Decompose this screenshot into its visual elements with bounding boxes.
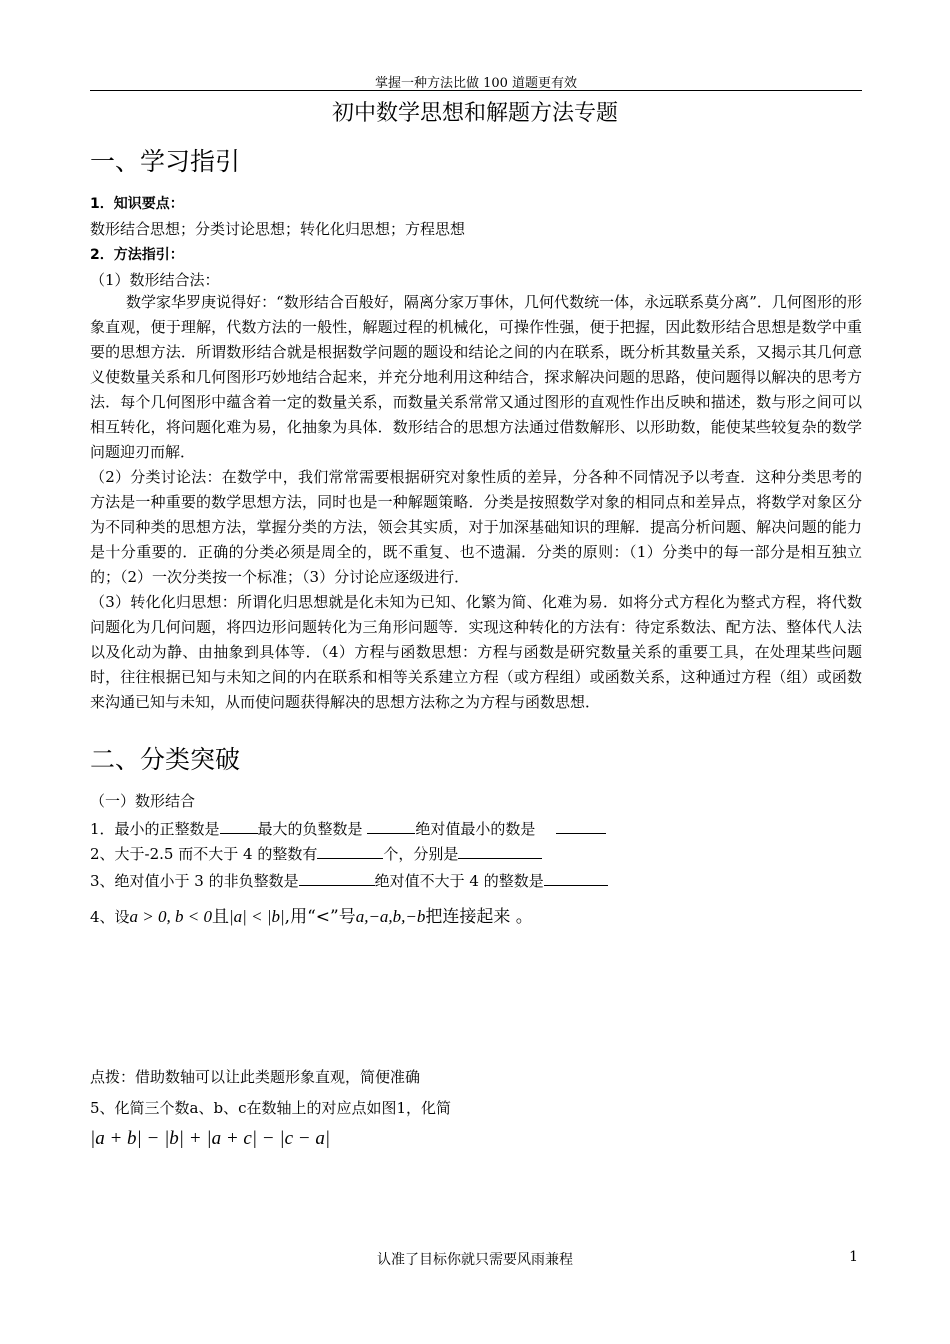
answer-blank: [544, 870, 608, 886]
question-1: [90, 818, 862, 839]
q5-expression: |a + b| − |b| + |a + c| − |c − a|: [90, 1128, 331, 1149]
page-header: 掌握一种方法比做 100 道题更有效: [90, 72, 862, 91]
q3-text-b: 绝对值不大于 4 的整数是: [374, 872, 544, 890]
q4-use: ,用“<”号: [284, 907, 356, 927]
answer-blank: [367, 818, 415, 834]
q4-math-condition: a > 0, b < 0: [129, 907, 212, 926]
q1-text-b: 最大的负整数是: [257, 820, 368, 838]
hint-text: 点拨：借助数轴可以让此类题形象直观，简便准确: [90, 1068, 421, 1086]
method-1-label: （1）数形结合法：: [90, 271, 220, 289]
question-5: 5、化简三个数a、b、c在数轴上的对应点如图1，化简: [90, 1099, 452, 1117]
q3-text-a: 3、绝对值小于 3 的非负整数是: [90, 872, 299, 890]
q2-text-b: 个，分别是: [383, 845, 459, 863]
knowledge-label: 1．知识要点：: [90, 196, 184, 212]
document-title: 初中数学思想和解题方法专题: [331, 101, 618, 126]
section-heading-breakthrough: 二、分类突破: [90, 745, 241, 774]
method-3-paragraph: （3）转化化归思想：所谓化归思想就是化未知为已知、化繁为简、化难为易．如将分式方程化为整式方程，将代数问题化为几何问题，将四边形问题转化为三角形问题等．实现这种转化的方法有：待定系数法、配方法、整体代人法以及化动为静、由抽象到具体等．（4）方程与函数思想：方程与函数是研究数量关系的重要工具，在处理某些问题时，往往根据已知与未知之间的内在联系和相等关系建立方程（或方程组）或函数关系，这种通过方程（组）或函数来沟通已知与未知，从而使问题获得解决的思想方法称之为方程与函数思想．: [90, 593, 862, 711]
question-4: [90, 902, 862, 927]
q1-text-c: 绝对值最小的数是: [415, 820, 541, 838]
answer-blank: [299, 870, 375, 886]
method-1-paragraph: 数学家华罗庚说得好：“数形结合百般好，隔离分家万事休，几何代数统一体，永远联系莫分离”．几何图形的形象直观，便于理解，代数方法的一般性，解题过程的机械化，可操作性强，便于把握，因此数形结合思想是数学中重要的思想方法．所谓数形结合就是根据数学问题的题设和结论之间的内在联系，既分析其数量关系，又揭示其几何意义使数量关系和几何图形巧妙地结合起来，并充分地利用这种结合，探求解决问题的思路，使问题得以解决的思考方法．每个几何图形中蕴含着一定的数量关系，而数量关系常常又通过图形的直观性作出反映和描述，数与形之间可以相互转化，将问题化难为易，化抽象为具体．数形结合的思想方法通过借数解形、以形助数，能使某些较复杂的数学问题迎刃而解．: [90, 293, 862, 461]
q4-prefix: 4、设: [90, 908, 130, 926]
question-2: [90, 843, 862, 864]
q4-math-abs: |a| < |b|: [229, 907, 285, 926]
knowledge-text: 数形结合思想；分类讨论思想；转化化归思想；方程思想: [90, 220, 466, 238]
subsection-title: （一）数形结合: [90, 792, 196, 810]
section-heading-guide: 一、学习指引: [90, 147, 241, 176]
answer-blank: [556, 818, 606, 834]
q1-text-a: 1．最小的正整数是: [90, 820, 220, 838]
q4-and: 且: [212, 907, 229, 927]
method-label: 2．方法指引：: [90, 247, 184, 263]
page-footer: 认准了目标你就只需要风雨兼程: [377, 1252, 573, 1268]
answer-blank: [220, 818, 258, 834]
q2-text-a: 2、大于-2.5 而不大于 4 的整数有: [90, 845, 318, 863]
answer-blank: [458, 843, 542, 859]
method-2-paragraph: （2）分类讨论法：在数学中，我们常常需要根据研究对象性质的差异，分各种不同情况予以考查．这种分类思考的方法是一种重要的数学思想方法，同时也是一种解题策略．分类是按照数学对象的相同点和差异点，将数学对象区分为不同种类的思想方法，掌握分类的方法，领会其实质，对于加深基础知识的理解．提高分析问题、解决问题的能力是十分重要的．正确的分类必须是周全的，既不重复、也不遗漏．分类的原则：（1）分类中的每一部分是相互独立的；（2）一次分类按一个标准；（3）分讨论应逐级进行．: [90, 468, 862, 586]
q4-math-list: a,−a,b,−b: [355, 907, 426, 926]
answer-blank: [317, 843, 383, 859]
question-3: [90, 870, 862, 891]
page-number: 1: [849, 1249, 858, 1265]
q4-suffix: 把连接起来 。: [425, 907, 533, 927]
